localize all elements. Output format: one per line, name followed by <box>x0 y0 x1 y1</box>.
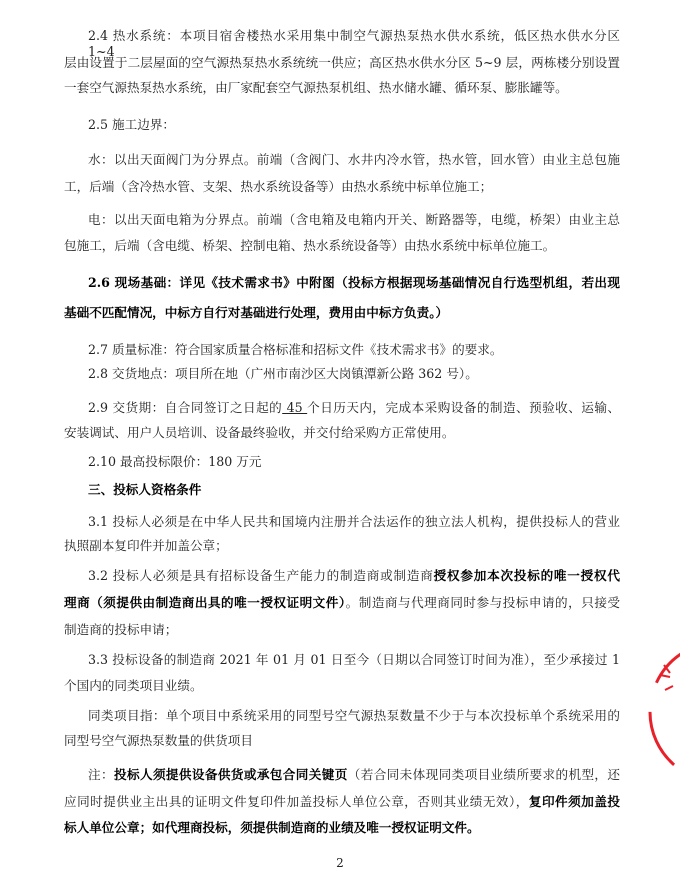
text-line <box>88 212 620 228</box>
bold-text: 基础不匹配情况，中标方自行对基础进行处理，费用由中标方负责。） <box>64 305 449 320</box>
text-segment: 个日历天内，完成本采购设备的制造、预验收、运输、 <box>307 400 620 415</box>
text-line <box>64 305 620 321</box>
text-line <box>88 708 620 724</box>
text-line <box>64 80 620 96</box>
text-line <box>88 652 620 668</box>
text-segment: 2.5 施工边界： <box>88 117 176 132</box>
text-line <box>88 28 620 59</box>
bold-text: 复印件须加盖投 <box>528 794 620 809</box>
text-segment: 3.3 投标设备的制造商 2021 年 01 月 01 日至今（日期以合同签订时间为准），至少承接过 1 <box>88 652 620 667</box>
text-segment: 工，后端（含冷热水管、支架、热水系统设备等）由热水系统中标单位施工； <box>64 179 493 194</box>
text-line <box>64 179 620 195</box>
text-line <box>64 425 620 441</box>
text-line <box>88 514 620 530</box>
text-line <box>88 568 620 584</box>
text-segment: 制造商的投标申请； <box>64 622 178 637</box>
text-line <box>88 342 620 358</box>
text-line <box>88 117 620 133</box>
text-segment: 执照副本复印件并加盖公章； <box>64 538 228 553</box>
text-segment: 应同时提供业主出具的证明文件复印件加盖投标人单位公章，否则其业绩无效）， <box>64 794 529 809</box>
text-segment: 一套空气源热泵热水系统，由厂家配套空气源热泵机组、热水储水罐、循环泵、膨胀罐等。 <box>64 80 568 95</box>
underlined-value: 45 <box>282 400 308 415</box>
text-segment: 同类项目指：单个项目中系统采用的同型号空气源热泵数量不少于与本次投标单个系统采用的 <box>88 708 620 723</box>
text-segment: 安装调试、用户人员培训、设备最终验收，并交付给采购方正常使用。 <box>64 425 455 440</box>
text-segment: 。制造商与代理商同时参与投标申请的，只接受 <box>345 595 620 610</box>
bold-text: 理商（须提供由制造商出具的唯一授权证明文件） <box>64 595 346 610</box>
text-line <box>64 595 620 611</box>
page-number: 2 <box>336 856 344 870</box>
text-segment: 层由设置于二层屋面的空气源热泵热水系统统一供应；高区热水供水分区 5~9 层，两栋楼分别设置 <box>64 55 620 70</box>
text-line <box>64 733 620 749</box>
text-line <box>64 820 620 836</box>
text-line <box>88 400 620 416</box>
text-line <box>64 55 620 71</box>
text-segment: 2.7 质量标准：符合国家质量合格标准和招标文件《技术需求书》的要求。 <box>88 342 503 357</box>
text-line <box>88 152 620 168</box>
text-line <box>64 678 620 694</box>
text-line <box>64 538 620 554</box>
text-segment: 水：以出天面阀门为分界点。前端（含阀门、水井内冷水管，热水管，回水管）由业主总包施 <box>88 152 620 167</box>
bold-text: 授权参加本次投标的唯一授权代 <box>433 568 620 583</box>
text-line <box>88 366 620 382</box>
text-segment: 同型号空气源热泵数量的供货项目 <box>64 733 253 748</box>
text-segment: 2.4 热水系统：本项目宿舍楼热水采用集中制空气源热泵热水供水系统，低区热水供水分区 1~4 <box>88 28 620 59</box>
text-segment: 包施工，后端（含电缆、桥架、控制电箱、热水系统设备等）由热水系统中标单位施工。 <box>64 238 556 253</box>
text-segment: 个国内的同类项目业绩。 <box>64 678 203 693</box>
text-line <box>88 275 620 291</box>
bold-text: 三、投标人资格条件 <box>88 482 202 497</box>
text-segment: 3.2 投标人必须是具有招标设备生产能力的制造商或制造商 <box>88 568 434 583</box>
text-segment: 2.10 最高投标限价：180 万元 <box>88 454 262 469</box>
text-segment: 注： <box>88 767 114 782</box>
partial-red-seal <box>640 630 680 800</box>
text-segment: 3.1 投标人必须是在中华人民共和国境内注册并合法运作的独立法人机构，提供投标人的营业 <box>88 514 620 529</box>
text-line <box>64 622 620 638</box>
text-line <box>64 238 620 254</box>
text-segment: 2.9 交货期：自合同签订之日起的 <box>88 400 283 415</box>
text-line <box>88 482 620 498</box>
bold-text: 投标人须提供设备供货或承包合同关键页 <box>113 767 348 782</box>
bold-text: 标人单位公章；如代理商投标，须提供制造商的业绩及唯一授权证明文件。 <box>64 820 480 835</box>
text-segment: 2.8 交货地点：项目所在地（广州市南沙区大岗镇潭新公路 362 号）。 <box>88 366 478 381</box>
text-segment: 电：以出天面电箱为分界点。前端（含电箱及电箱内开关、断路器等，电缆，桥架）由业主总 <box>88 212 620 227</box>
bold-text: 2.6 现场基础：详见《技术需求书》中附图（投标方根据现场基础情况自行选型机组，若出现 <box>88 275 620 290</box>
text-line <box>88 767 620 783</box>
text-segment: （若合同未体现同类项目业绩所要求的机型，还 <box>347 767 621 782</box>
text-line <box>64 794 620 810</box>
text-line <box>88 454 620 470</box>
